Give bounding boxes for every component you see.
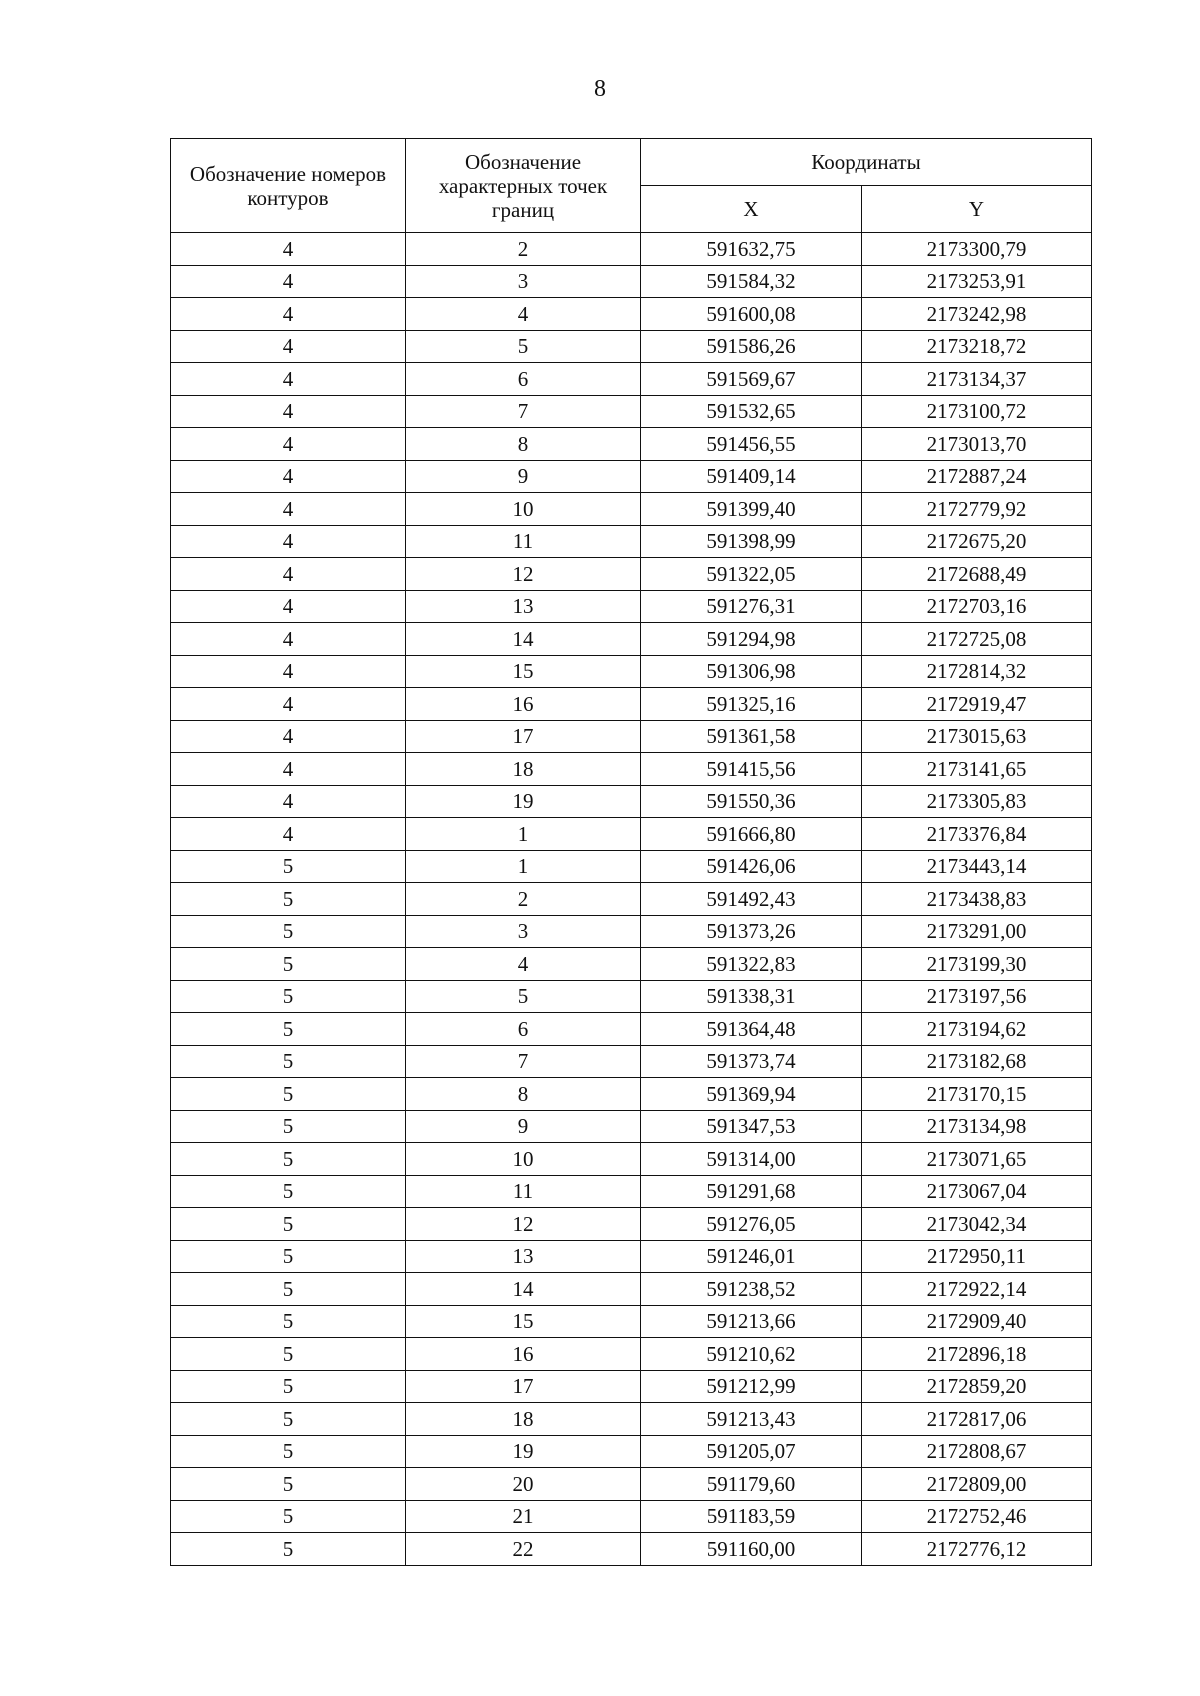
cell-y: 2173194,62 bbox=[862, 1013, 1092, 1046]
cell-contour: 4 bbox=[171, 688, 406, 721]
cell-contour: 4 bbox=[171, 558, 406, 591]
cell-y: 2172950,11 bbox=[862, 1240, 1092, 1273]
cell-x: 591398,99 bbox=[641, 525, 862, 558]
cell-y: 2172703,16 bbox=[862, 590, 1092, 623]
cell-y: 2172919,47 bbox=[862, 688, 1092, 721]
cell-contour: 5 bbox=[171, 1175, 406, 1208]
cell-x: 591306,98 bbox=[641, 655, 862, 688]
cell-y: 2173134,37 bbox=[862, 363, 1092, 396]
cell-y: 2173443,14 bbox=[862, 850, 1092, 883]
cell-point: 21 bbox=[406, 1500, 641, 1533]
coordinates-table bbox=[170, 138, 1092, 1566]
cell-contour: 5 bbox=[171, 1208, 406, 1241]
table-row bbox=[171, 850, 1092, 883]
cell-point: 11 bbox=[406, 1175, 641, 1208]
cell-contour: 5 bbox=[171, 1500, 406, 1533]
cell-x: 591399,40 bbox=[641, 493, 862, 526]
cell-point: 3 bbox=[406, 915, 641, 948]
cell-y: 2173438,83 bbox=[862, 883, 1092, 916]
table-row bbox=[171, 363, 1092, 396]
cell-y: 2172808,67 bbox=[862, 1435, 1092, 1468]
page-number: 8 bbox=[594, 76, 606, 102]
table-row bbox=[171, 818, 1092, 851]
cell-point: 9 bbox=[406, 460, 641, 493]
cell-y: 2173253,91 bbox=[862, 265, 1092, 298]
table-row bbox=[171, 298, 1092, 331]
table-row bbox=[171, 1403, 1092, 1436]
table-row bbox=[171, 493, 1092, 526]
cell-x: 591415,56 bbox=[641, 753, 862, 786]
cell-contour: 5 bbox=[171, 1110, 406, 1143]
cell-x: 591238,52 bbox=[641, 1273, 862, 1306]
header-x: X bbox=[641, 186, 862, 233]
cell-x: 591584,32 bbox=[641, 265, 862, 298]
cell-point: 7 bbox=[406, 395, 641, 428]
header-y: Y bbox=[862, 186, 1092, 233]
cell-y: 2173197,56 bbox=[862, 980, 1092, 1013]
cell-x: 591369,94 bbox=[641, 1078, 862, 1111]
cell-point: 5 bbox=[406, 980, 641, 1013]
cell-point: 8 bbox=[406, 1078, 641, 1111]
cell-point: 7 bbox=[406, 1045, 641, 1078]
header-point: Обозначение характерных точек границ bbox=[406, 139, 641, 233]
cell-contour: 4 bbox=[171, 720, 406, 753]
table-row bbox=[171, 1175, 1092, 1208]
cell-point: 18 bbox=[406, 753, 641, 786]
table-row bbox=[171, 1143, 1092, 1176]
cell-y: 2173015,63 bbox=[862, 720, 1092, 753]
cell-point: 3 bbox=[406, 265, 641, 298]
table-row bbox=[171, 980, 1092, 1013]
cell-point: 2 bbox=[406, 883, 641, 916]
cell-point: 10 bbox=[406, 1143, 641, 1176]
cell-point: 15 bbox=[406, 1305, 641, 1338]
cell-y: 2172909,40 bbox=[862, 1305, 1092, 1338]
cell-y: 2173218,72 bbox=[862, 330, 1092, 363]
cell-contour: 5 bbox=[171, 1078, 406, 1111]
table-row bbox=[171, 948, 1092, 981]
table-row bbox=[171, 590, 1092, 623]
cell-y: 2172752,46 bbox=[862, 1500, 1092, 1533]
cell-y: 2173134,98 bbox=[862, 1110, 1092, 1143]
cell-contour: 5 bbox=[171, 1045, 406, 1078]
cell-contour: 4 bbox=[171, 330, 406, 363]
cell-x: 591325,16 bbox=[641, 688, 862, 721]
cell-contour: 4 bbox=[171, 525, 406, 558]
cell-contour: 5 bbox=[171, 1468, 406, 1501]
cell-contour: 5 bbox=[171, 1143, 406, 1176]
cell-contour: 5 bbox=[171, 1370, 406, 1403]
table-row bbox=[171, 1305, 1092, 1338]
cell-x: 591586,26 bbox=[641, 330, 862, 363]
table-row bbox=[171, 1240, 1092, 1273]
cell-contour: 5 bbox=[171, 1403, 406, 1436]
cell-point: 19 bbox=[406, 1435, 641, 1468]
cell-point: 4 bbox=[406, 298, 641, 331]
cell-contour: 4 bbox=[171, 363, 406, 396]
cell-y: 2172922,14 bbox=[862, 1273, 1092, 1306]
cell-x: 591314,00 bbox=[641, 1143, 862, 1176]
cell-x: 591600,08 bbox=[641, 298, 862, 331]
table-row bbox=[171, 525, 1092, 558]
table-row bbox=[171, 785, 1092, 818]
cell-point: 17 bbox=[406, 1370, 641, 1403]
cell-point: 15 bbox=[406, 655, 641, 688]
cell-x: 591276,31 bbox=[641, 590, 862, 623]
cell-point: 9 bbox=[406, 1110, 641, 1143]
table-row bbox=[171, 428, 1092, 461]
cell-y: 2173170,15 bbox=[862, 1078, 1092, 1111]
cell-point: 5 bbox=[406, 330, 641, 363]
cell-x: 591338,31 bbox=[641, 980, 862, 1013]
table-row bbox=[171, 1045, 1092, 1078]
cell-point: 16 bbox=[406, 1338, 641, 1371]
cell-point: 22 bbox=[406, 1533, 641, 1566]
table-row bbox=[171, 460, 1092, 493]
cell-point: 19 bbox=[406, 785, 641, 818]
cell-x: 591373,74 bbox=[641, 1045, 862, 1078]
cell-x: 591205,07 bbox=[641, 1435, 862, 1468]
table-row bbox=[171, 1273, 1092, 1306]
cell-point: 1 bbox=[406, 850, 641, 883]
cell-point: 6 bbox=[406, 363, 641, 396]
cell-point: 10 bbox=[406, 493, 641, 526]
cell-contour: 5 bbox=[171, 1240, 406, 1273]
cell-contour: 4 bbox=[171, 785, 406, 818]
cell-x: 591347,53 bbox=[641, 1110, 862, 1143]
cell-x: 591183,59 bbox=[641, 1500, 862, 1533]
cell-y: 2173013,70 bbox=[862, 428, 1092, 461]
header-coordinates: Координаты bbox=[641, 139, 1092, 186]
cell-contour: 4 bbox=[171, 753, 406, 786]
cell-x: 591409,14 bbox=[641, 460, 862, 493]
cell-contour: 4 bbox=[171, 493, 406, 526]
cell-point: 14 bbox=[406, 1273, 641, 1306]
cell-x: 591361,58 bbox=[641, 720, 862, 753]
table-row bbox=[171, 395, 1092, 428]
table-row bbox=[171, 753, 1092, 786]
cell-x: 591456,55 bbox=[641, 428, 862, 461]
cell-y: 2173182,68 bbox=[862, 1045, 1092, 1078]
cell-x: 591532,65 bbox=[641, 395, 862, 428]
cell-point: 12 bbox=[406, 1208, 641, 1241]
cell-y: 2173242,98 bbox=[862, 298, 1092, 331]
table-row bbox=[171, 1533, 1092, 1566]
cell-y: 2172776,12 bbox=[862, 1533, 1092, 1566]
cell-y: 2173300,79 bbox=[862, 233, 1092, 266]
cell-point: 14 bbox=[406, 623, 641, 656]
cell-contour: 4 bbox=[171, 590, 406, 623]
cell-y: 2172814,32 bbox=[862, 655, 1092, 688]
cell-y: 2173100,72 bbox=[862, 395, 1092, 428]
table-row bbox=[171, 1500, 1092, 1533]
cell-y: 2172896,18 bbox=[862, 1338, 1092, 1371]
cell-y: 2172809,00 bbox=[862, 1468, 1092, 1501]
cell-x: 591632,75 bbox=[641, 233, 862, 266]
cell-point: 1 bbox=[406, 818, 641, 851]
cell-contour: 5 bbox=[171, 1533, 406, 1566]
cell-x: 591322,05 bbox=[641, 558, 862, 591]
table-row bbox=[171, 330, 1092, 363]
table-row bbox=[171, 265, 1092, 298]
cell-y: 2172688,49 bbox=[862, 558, 1092, 591]
cell-y: 2172887,24 bbox=[862, 460, 1092, 493]
cell-contour: 4 bbox=[171, 298, 406, 331]
cell-contour: 5 bbox=[171, 948, 406, 981]
cell-point: 4 bbox=[406, 948, 641, 981]
cell-point: 13 bbox=[406, 590, 641, 623]
table-row bbox=[171, 233, 1092, 266]
cell-x: 591426,06 bbox=[641, 850, 862, 883]
cell-contour: 5 bbox=[171, 1435, 406, 1468]
table-row bbox=[171, 1078, 1092, 1111]
cell-y: 2173141,65 bbox=[862, 753, 1092, 786]
cell-x: 591569,67 bbox=[641, 363, 862, 396]
cell-y: 2172817,06 bbox=[862, 1403, 1092, 1436]
cell-x: 591212,99 bbox=[641, 1370, 862, 1403]
cell-x: 591276,05 bbox=[641, 1208, 862, 1241]
cell-point: 12 bbox=[406, 558, 641, 591]
cell-contour: 4 bbox=[171, 395, 406, 428]
cell-y: 2173376,84 bbox=[862, 818, 1092, 851]
cell-y: 2173291,00 bbox=[862, 915, 1092, 948]
table-row bbox=[171, 720, 1092, 753]
cell-y: 2173042,34 bbox=[862, 1208, 1092, 1241]
cell-point: 8 bbox=[406, 428, 641, 461]
table-row bbox=[171, 1110, 1092, 1143]
cell-y: 2172675,20 bbox=[862, 525, 1092, 558]
cell-y: 2173199,30 bbox=[862, 948, 1092, 981]
table-row bbox=[171, 1338, 1092, 1371]
table-row bbox=[171, 688, 1092, 721]
cell-point: 2 bbox=[406, 233, 641, 266]
table-row bbox=[171, 1208, 1092, 1241]
table-row bbox=[171, 623, 1092, 656]
cell-contour: 5 bbox=[171, 1273, 406, 1306]
cell-y: 2172779,92 bbox=[862, 493, 1092, 526]
table-header bbox=[171, 139, 1092, 233]
cell-point: 18 bbox=[406, 1403, 641, 1436]
cell-x: 591246,01 bbox=[641, 1240, 862, 1273]
cell-x: 591179,60 bbox=[641, 1468, 862, 1501]
cell-y: 2172859,20 bbox=[862, 1370, 1092, 1403]
cell-contour: 4 bbox=[171, 655, 406, 688]
table-body bbox=[171, 233, 1092, 1566]
cell-contour: 4 bbox=[171, 428, 406, 461]
cell-contour: 4 bbox=[171, 265, 406, 298]
table-row bbox=[171, 883, 1092, 916]
table-row bbox=[171, 655, 1092, 688]
table-row bbox=[171, 1013, 1092, 1046]
cell-point: 17 bbox=[406, 720, 641, 753]
cell-x: 591550,36 bbox=[641, 785, 862, 818]
cell-x: 591373,26 bbox=[641, 915, 862, 948]
cell-y: 2173067,04 bbox=[862, 1175, 1092, 1208]
cell-x: 591160,00 bbox=[641, 1533, 862, 1566]
table-row bbox=[171, 1468, 1092, 1501]
cell-point: 6 bbox=[406, 1013, 641, 1046]
header-contour: Обозначение номеров контуров bbox=[171, 139, 406, 233]
cell-x: 591364,48 bbox=[641, 1013, 862, 1046]
cell-contour: 4 bbox=[171, 818, 406, 851]
cell-point: 13 bbox=[406, 1240, 641, 1273]
cell-contour: 4 bbox=[171, 460, 406, 493]
cell-y: 2172725,08 bbox=[862, 623, 1092, 656]
cell-contour: 5 bbox=[171, 1338, 406, 1371]
cell-contour: 5 bbox=[171, 883, 406, 916]
cell-contour: 5 bbox=[171, 980, 406, 1013]
table-row bbox=[171, 558, 1092, 591]
cell-y: 2173305,83 bbox=[862, 785, 1092, 818]
cell-contour: 5 bbox=[171, 915, 406, 948]
cell-x: 591666,80 bbox=[641, 818, 862, 851]
cell-x: 591291,68 bbox=[641, 1175, 862, 1208]
cell-x: 591492,43 bbox=[641, 883, 862, 916]
table-row bbox=[171, 1435, 1092, 1468]
cell-x: 591322,83 bbox=[641, 948, 862, 981]
cell-x: 591213,43 bbox=[641, 1403, 862, 1436]
cell-x: 591294,98 bbox=[641, 623, 862, 656]
cell-point: 20 bbox=[406, 1468, 641, 1501]
cell-x: 591210,62 bbox=[641, 1338, 862, 1371]
cell-contour: 5 bbox=[171, 850, 406, 883]
cell-y: 2173071,65 bbox=[862, 1143, 1092, 1176]
table-row bbox=[171, 1370, 1092, 1403]
cell-point: 16 bbox=[406, 688, 641, 721]
cell-x: 591213,66 bbox=[641, 1305, 862, 1338]
cell-point: 11 bbox=[406, 525, 641, 558]
cell-contour: 5 bbox=[171, 1013, 406, 1046]
cell-contour: 4 bbox=[171, 623, 406, 656]
cell-contour: 4 bbox=[171, 233, 406, 266]
cell-contour: 5 bbox=[171, 1305, 406, 1338]
table-row bbox=[171, 915, 1092, 948]
